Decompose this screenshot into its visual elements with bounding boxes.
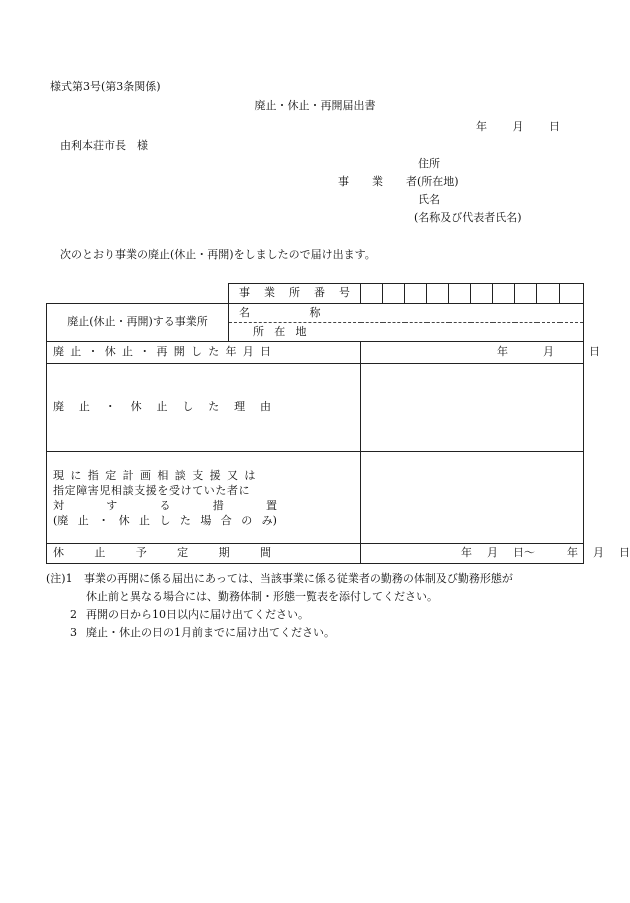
measures-text: 現に指定計画相談支援又は bbox=[53, 468, 262, 482]
note-number: 2 bbox=[70, 607, 77, 621]
document-title: 廃止・休止・再開届出書 bbox=[254, 99, 376, 112]
label-char: た bbox=[208, 345, 220, 359]
period-row bbox=[47, 544, 584, 564]
label-char: (廃 bbox=[53, 513, 69, 527]
note-text: 休止前と異なる場合には、勤務体制・形態一覧表を添付してください。 bbox=[86, 589, 438, 603]
reason-row bbox=[47, 364, 584, 452]
label-char: の bbox=[241, 513, 253, 527]
office-location-label bbox=[229, 323, 361, 342]
period-day-label: 日〜 bbox=[513, 545, 535, 559]
measures-line bbox=[53, 513, 277, 528]
form-id: 様式第3号(第3条関係) bbox=[50, 80, 161, 93]
office-number-row bbox=[47, 284, 584, 304]
date-month-label: 月 bbox=[543, 344, 554, 358]
applicant-char: 事 bbox=[338, 175, 349, 188]
applicant-name-label: 氏名 bbox=[418, 193, 440, 206]
label-char: 定 bbox=[177, 546, 189, 560]
label-char: 対 bbox=[53, 498, 64, 512]
label-char: 由 bbox=[260, 400, 271, 414]
label-char: 措 bbox=[212, 498, 224, 512]
label-char: し bbox=[159, 513, 171, 527]
measures-line bbox=[53, 468, 277, 483]
note-text: 事業の再開に係る届出にあっては、当該事業に係る従業者の勤務の体制及び勤務形態が bbox=[84, 571, 513, 585]
applicant-label-suffix: (所在地) bbox=[417, 175, 459, 188]
label-char: 休 bbox=[118, 513, 130, 527]
label-char: 名 bbox=[239, 305, 250, 319]
period-label bbox=[47, 544, 361, 564]
label-char: 所 bbox=[289, 286, 300, 300]
note-text: 再開の日から10日以内に届け出てください。 bbox=[86, 607, 309, 621]
office-number-box[interactable] bbox=[560, 284, 584, 304]
date-field[interactable] bbox=[361, 342, 600, 364]
label-char: ・ bbox=[87, 345, 99, 359]
submission-date bbox=[476, 121, 560, 134]
applicant-char: 業 bbox=[372, 175, 383, 188]
reason-field[interactable] bbox=[361, 364, 584, 452]
period-year-label: 年 bbox=[567, 545, 578, 559]
applicant-address-label: 住所 bbox=[418, 157, 440, 170]
label-char: 業 bbox=[264, 286, 275, 300]
label-char: 止 bbox=[77, 513, 89, 527]
label-char: 廃 bbox=[53, 400, 64, 414]
measures-row bbox=[47, 452, 584, 544]
period-day-label: 日 bbox=[619, 545, 630, 559]
note-item bbox=[46, 570, 586, 588]
label-char: 廃 bbox=[53, 345, 64, 359]
note-item bbox=[46, 606, 586, 624]
measures-text: 指定障害児相談支援を受けていた者に bbox=[53, 483, 251, 497]
date-row bbox=[47, 342, 584, 364]
label-char: 止 bbox=[139, 513, 151, 527]
office-location-field[interactable] bbox=[361, 323, 584, 342]
label-char: 休 bbox=[130, 400, 142, 414]
label-char: す bbox=[106, 498, 118, 512]
label-char: 号 bbox=[339, 286, 350, 300]
label-char: 番 bbox=[314, 286, 325, 300]
label-char: 在 bbox=[274, 324, 286, 338]
label-char: ・ bbox=[98, 513, 110, 527]
label-char: 再 bbox=[156, 345, 168, 359]
office-number-box[interactable] bbox=[515, 284, 537, 304]
notification-table bbox=[46, 283, 630, 564]
label-char: 月 bbox=[242, 345, 254, 359]
label-char: る bbox=[159, 498, 171, 512]
label-char: 予 bbox=[135, 546, 147, 560]
measures-label bbox=[47, 452, 361, 544]
label-char: 称 bbox=[309, 305, 321, 319]
office-name-label bbox=[229, 304, 361, 323]
label-char: 休 bbox=[53, 546, 64, 560]
label-char: 合 bbox=[220, 513, 232, 527]
note-number: (注)1 bbox=[46, 571, 73, 585]
label-char: た bbox=[179, 513, 191, 527]
label-char: 地 bbox=[295, 324, 307, 338]
label-char: 場 bbox=[200, 513, 212, 527]
office-number-box[interactable] bbox=[449, 284, 471, 304]
office-number-box[interactable] bbox=[427, 284, 449, 304]
office-number-box[interactable] bbox=[405, 284, 427, 304]
label-char: 理 bbox=[234, 400, 246, 414]
label-char: 休 bbox=[104, 345, 116, 359]
date-year-label: 年 bbox=[476, 120, 487, 133]
label-char: 事 bbox=[239, 286, 250, 300]
period-month-label: 月 bbox=[487, 545, 498, 559]
label-char: み) bbox=[261, 513, 277, 527]
label-char: た bbox=[208, 400, 220, 414]
note-item bbox=[46, 624, 586, 642]
measures-field[interactable] bbox=[361, 452, 584, 544]
label-char: 期 bbox=[218, 546, 230, 560]
office-number-label bbox=[229, 284, 361, 304]
label-char: 置 bbox=[266, 498, 277, 512]
label-char: 止 bbox=[122, 345, 133, 359]
notes bbox=[46, 570, 586, 642]
date-day-label: 日 bbox=[589, 344, 600, 358]
note-number: 3 bbox=[70, 625, 77, 639]
date-label bbox=[47, 342, 361, 364]
office-number-box[interactable] bbox=[537, 284, 560, 304]
label-char: 間 bbox=[259, 546, 271, 560]
note-continuation bbox=[46, 588, 586, 606]
office-name-field[interactable] bbox=[361, 304, 584, 323]
label-char: 日 bbox=[260, 345, 271, 359]
office-number-box[interactable] bbox=[471, 284, 493, 304]
label-char: 所 bbox=[253, 324, 264, 338]
measures-line bbox=[53, 498, 277, 513]
office-number-box[interactable] bbox=[493, 284, 515, 304]
period-month-label: 月 bbox=[593, 545, 604, 559]
label-char: 止 bbox=[94, 546, 106, 560]
date-year-label: 年 bbox=[497, 344, 508, 358]
label-char: 開 bbox=[173, 345, 185, 359]
label-char: し bbox=[191, 345, 202, 359]
label-char: 年 bbox=[225, 345, 237, 359]
applicant-char: 者 bbox=[406, 175, 417, 188]
applicant-name-note: (名称及び代表者氏名) bbox=[414, 211, 522, 224]
office-name-row bbox=[47, 304, 584, 323]
office-number-box[interactable] bbox=[361, 284, 383, 304]
label-char: ・ bbox=[139, 345, 151, 359]
blank-corner bbox=[47, 284, 229, 304]
office-number-box[interactable] bbox=[383, 284, 405, 304]
intro-text: 次のとおり事業の廃止(休止・再開)をしましたので届け出ます。 bbox=[60, 248, 376, 261]
reason-label bbox=[47, 364, 361, 452]
label-char: し bbox=[182, 400, 194, 414]
period-year-label: 年 bbox=[461, 545, 472, 559]
label-char: 止 bbox=[78, 400, 90, 414]
period-field[interactable] bbox=[361, 544, 630, 564]
date-day-label: 日 bbox=[549, 120, 560, 133]
note-text: 廃止・休止の日の1月前までに届け出てください。 bbox=[86, 625, 335, 639]
label-char: ・ bbox=[104, 400, 116, 414]
label-char: 止 bbox=[70, 345, 82, 359]
date-month-label: 月 bbox=[512, 120, 524, 133]
label-char: 止 bbox=[156, 400, 168, 414]
measures-line bbox=[53, 483, 277, 498]
applicant-label bbox=[338, 176, 459, 189]
addressee: 由利本荘市長 様 bbox=[60, 139, 148, 152]
office-label: 廃止(休止・再開)する事業所 bbox=[47, 304, 229, 342]
